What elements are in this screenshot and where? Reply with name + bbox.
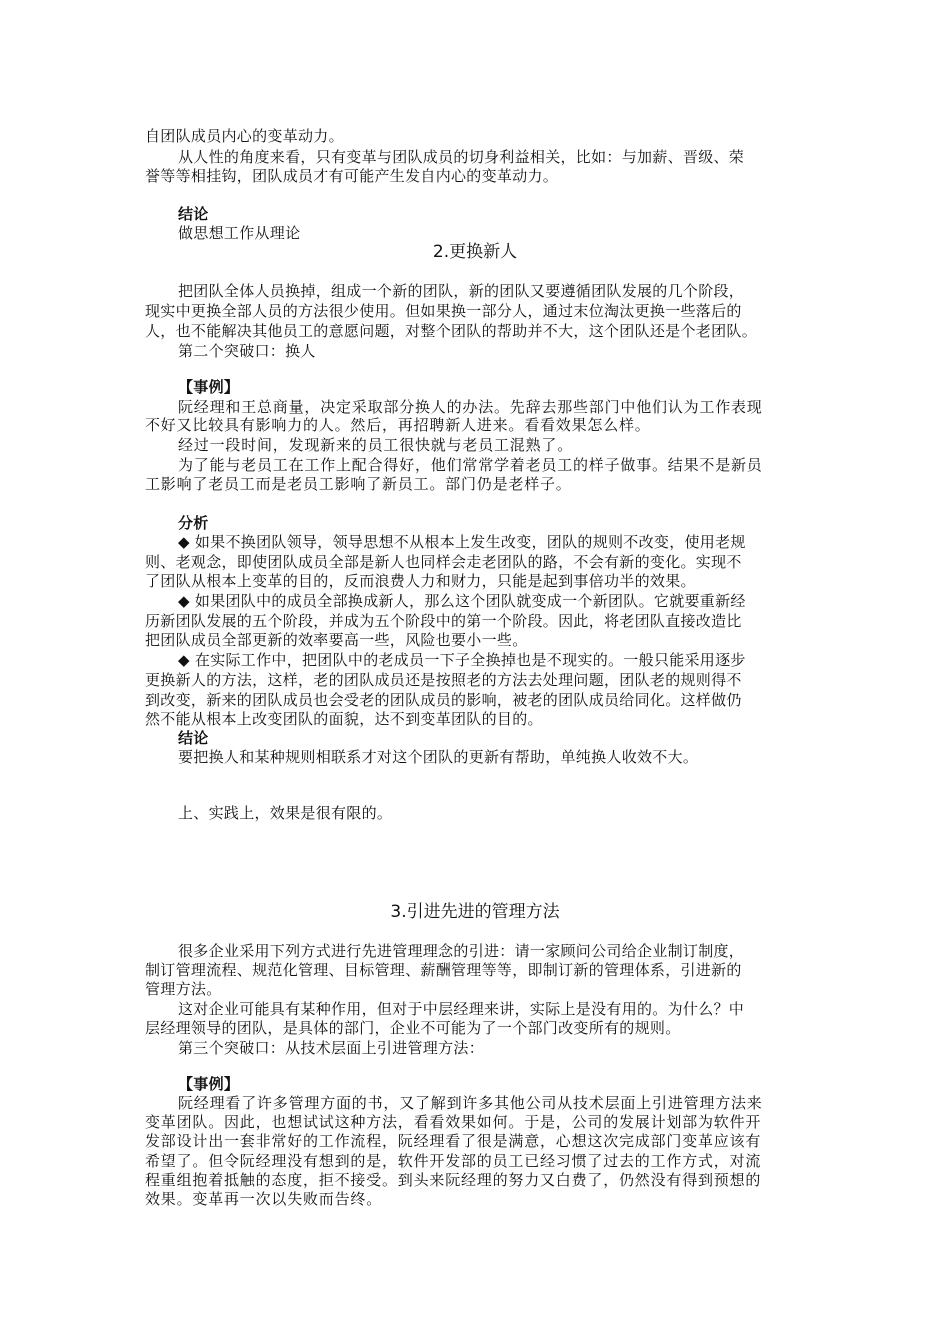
- case-text-line: 希望了。但令阮经理没有想到的是，软件开发部的员工已经习惯了过去的工作方式，对流: [145, 1152, 762, 1170]
- analysis-text-line: 把团队成员全部更新的效率要高一些，风险也要小一些。: [145, 631, 528, 649]
- case-text-line: 发部设计出一套非常好的工作流程，阮经理看了很是满意，心想这次完成部门变革应该有: [145, 1132, 762, 1150]
- case-text-line: 阮经理和王总商量，决定采取部分换人的办法。先辞去那些部门中他们认为工作表现: [178, 398, 763, 416]
- case-heading: 【事例】: [178, 378, 240, 396]
- analysis-text-line: 历新团队发展的五个阶段，并成为五个阶段中的第一个阶段。因此，将老团队直接改造比: [145, 612, 742, 630]
- analysis-text-line: 则、老观念，即使团队成员全部是新人也同样会走老团队的路，不会有新的变化。实现不: [145, 553, 742, 571]
- body-text-line: 管理方法。: [145, 980, 222, 998]
- case-text-line: 程重组抱着抵触的态度，拒不接受。到头来阮经理的努力又白费了，仍然没有得到预想的: [145, 1171, 762, 1189]
- analysis-text-line: ◆ 如果团队中的成员全部换成新人，那么这个团队就变成一个新团队。它就要重新经: [178, 592, 746, 610]
- body-text-line: 现实中更换全部人员的方法很少使用。但如果换一部分人，通过末位淘汰更换一些落后的: [145, 302, 742, 320]
- body-text-line: 层经理领导的团队，是具体的部门，企业不可能为了一个部门改变所有的规则。: [145, 1019, 681, 1037]
- breakthrough-line: 第二个突破口：换人: [178, 342, 316, 360]
- body-text-line: 从人性的角度来看，只有变革与团队成员的切身利益相关，比如：与加薪、晋级、荣: [178, 148, 745, 166]
- case-text-line: 效果。变革再一次以失败而告终。: [145, 1190, 383, 1208]
- analysis-text-line: ◆ 如果不换团队领导，领导思想不从根本上发生改变，团队的规则不改变，使用老规: [178, 533, 746, 551]
- conclusion-heading: 结论: [178, 729, 209, 747]
- case-heading: 【事例】: [178, 1075, 240, 1093]
- case-text-line: 变革团队。因此，也想试试这种方法，看看效果如何。于是，公司的发展计划部为软件开: [145, 1113, 762, 1131]
- body-text-line: 这对企业可能具有某种作用，但对于中层经理来讲，实际上是没有用的。为什么？中: [178, 1000, 745, 1018]
- analysis-heading: 分析: [178, 514, 209, 532]
- analysis-text-line: ◆ 在实际工作中，把团队中的老成员一下子全换掉也是不现实的。一般只能采用逐步: [178, 651, 746, 669]
- case-text-line: 不好又比较具有影响力的人。然后，再招聘新人进来。看看效果怎么样。: [145, 416, 651, 434]
- section-title: 2.更换新人: [432, 242, 518, 262]
- body-text-line: 把团队全体人员换掉，组成一个新的团队，新的团队又要遵循团队发展的几个阶段，: [178, 282, 745, 300]
- case-text-line: 阮经理看了许多管理方面的书，又了解到许多其他公司从技术层面上引进管理方法来: [178, 1094, 763, 1112]
- conclusion-text: 要把换人和某种规则相联系才对这个团队的更新有帮助，单纯换人收效不大。: [178, 748, 699, 766]
- conclusion-heading: 结论: [178, 205, 209, 223]
- analysis-text-line: 到改变，新来的团队成员也会受老的团队成员的影响，被老的团队成员给同化。这样做仍: [145, 691, 742, 709]
- body-text-line: 很多企业采用下列方式进行先进管理理念的引进：请一家顾问公司给企业制订制度，: [178, 942, 745, 960]
- case-text-line: 工影响了老员工而是老员工影响了新员工。部门仍是老样子。: [145, 475, 572, 493]
- analysis-text-line: 然不能从根本上改变团队的面貌，达不到变革团队的目的。: [145, 710, 543, 728]
- conclusion-text: 做思想工作从理论: [178, 224, 301, 242]
- breakthrough-line: 第三个突破口：从技术层面上引进管理方法：: [178, 1039, 485, 1057]
- body-text-line: 制订管理流程、规范化管理、目标管理、薪酬管理等等，即制订新的管理体系，引进新的: [145, 961, 742, 979]
- body-text-line: 人，也不能解决其他员工的意愿问题，对整个团队的帮助并不大，这个团队还是个老团队。: [145, 322, 758, 340]
- analysis-text-line: 更换新人的方法，这样，老的团队成员还是按照老的方法去处理问题，团队老的规则得不: [145, 671, 742, 689]
- fragment-line: 上、实践上，效果是很有限的。: [178, 804, 393, 822]
- body-text-line: 誉等等相挂钩，团队成员才有可能产生发自内心的变革动力。: [145, 167, 559, 185]
- case-text-line: 为了能与老员工在工作上配合得好，他们常常学着老员工的样子做事。结果不是新员: [178, 456, 763, 474]
- body-text-line: 自团队成员内心的变革动力。: [145, 127, 344, 145]
- case-text-line: 经过一段时间，发现新来的员工很快就与老员工混熟了。: [178, 436, 574, 454]
- analysis-text-line: 了团队从根本上变革的目的，反而浪费人力和财力，只能是起到事倍功半的效果。: [145, 572, 696, 590]
- section-title: 3.引进先进的管理方法: [390, 902, 560, 922]
